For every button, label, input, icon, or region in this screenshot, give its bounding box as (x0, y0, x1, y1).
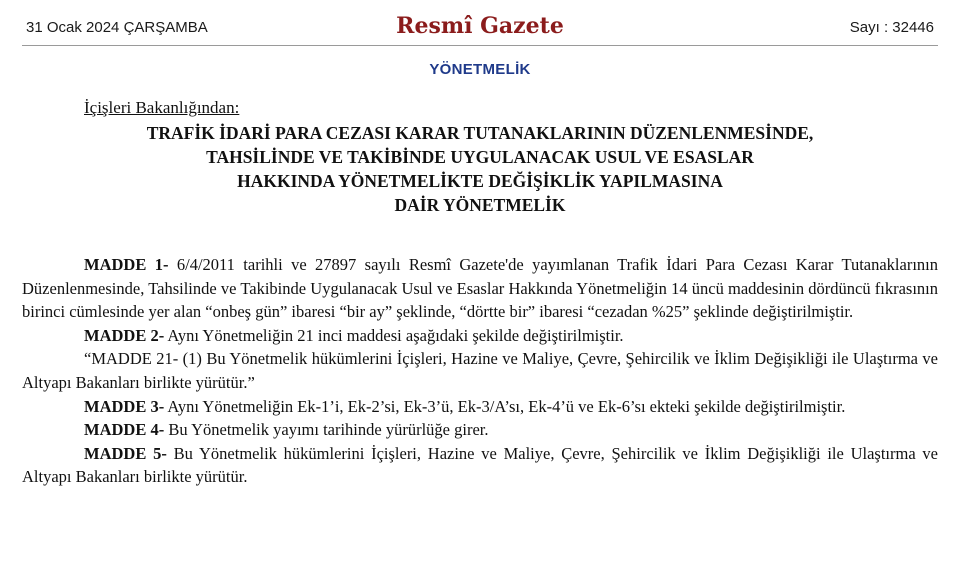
title-line: HAKKINDA YÖNETMELİKTE DEĞİŞİKLİK YAPILMASINA (237, 171, 723, 191)
issuing-ministry: İçişleri Bakanlığından: (84, 98, 240, 117)
article-label: MADDE 1- (84, 255, 169, 274)
article-2-quoted-text (22, 347, 938, 394)
article-label: MADDE 2- (84, 325, 165, 345)
header-divider (22, 45, 938, 46)
masthead (22, 12, 938, 46)
regulation-body (22, 253, 938, 489)
article-5 (22, 442, 938, 489)
article-text: “MADDE 21- (1) Bu Yönetmelik hükümlerini İçişleri, Hazine ve Maliye, Çevre, Şehircilik ve İklim Değişikliği ile Ulaştırma ve Altyapı Bakanları birlikte yürütür.” (22, 349, 938, 392)
article-text: Aynı Yönetmeliğin Ek-1’i, Ek-2’si, Ek-3’ü, Ek-3/A’sı, Ek-4’ü ve Ek-6’sı ekteki şekilde değiştirilmiştir. (164, 396, 846, 416)
section-heading: YÖNETMELİK (429, 61, 531, 78)
article-text: Aynı Yönetmeliğin 21 inci maddesi aşağıdaki şekilde değiştirilmiştir. (164, 325, 624, 345)
article-3 (22, 395, 938, 419)
publication-date: 31 Ocak 2024 ÇARŞAMBA (26, 19, 208, 36)
article-text: Bu Yönetmelik yayımı tarihinde yürürlüğe girer. (164, 420, 489, 440)
title-line: TRAFİK İDARİ PARA CEZASI KARAR TUTANAKLARININ DÜZENLENMESİNDE, (146, 123, 814, 143)
article-2 (22, 324, 938, 348)
article-text: 6/4/2011 tarihli ve 27897 sayılı Resmî Gazete'de yayımlanan Trafik İdari Para Cezası Karar Tutanaklarının Düzenlenmesinde, Tahsilinde ve Takibinde Uygulanacak Usul ve Esaslar Hakkında Yönetmeliğin 14 üncü maddesinin dördüncü fıkrasının birinci cümlesinde yer alan “onbeş gün” ibaresi “bir ay” şeklinde, “dörtte bir” ibaresi “cezadan %25” şeklinde değiştirilmiştir. (22, 255, 938, 322)
article-label: MADDE 4- (84, 420, 165, 440)
gazette-title: Resmî Gazete (396, 13, 564, 39)
title-line: DAİR YÖNETMELİK (394, 195, 566, 215)
article-1 (22, 253, 938, 324)
article-label: MADDE 5- (84, 443, 167, 463)
article-text: Bu Yönetmelik hükümlerini İçişleri, Hazine ve Maliye, Çevre, Şehircilik ve İklim Değişikliği ile Ulaştırma ve Altyapı Bakanları birlikte yürütür. (22, 443, 939, 487)
article-4 (22, 418, 938, 442)
regulation-title (60, 121, 900, 217)
issue-number: Sayı : 32446 (849, 19, 934, 36)
article-label: MADDE 3- (84, 396, 165, 416)
title-line: TAHSİLİNDE VE TAKİBİNDE UYGULANACAK USUL VE ESASLAR (206, 147, 754, 167)
